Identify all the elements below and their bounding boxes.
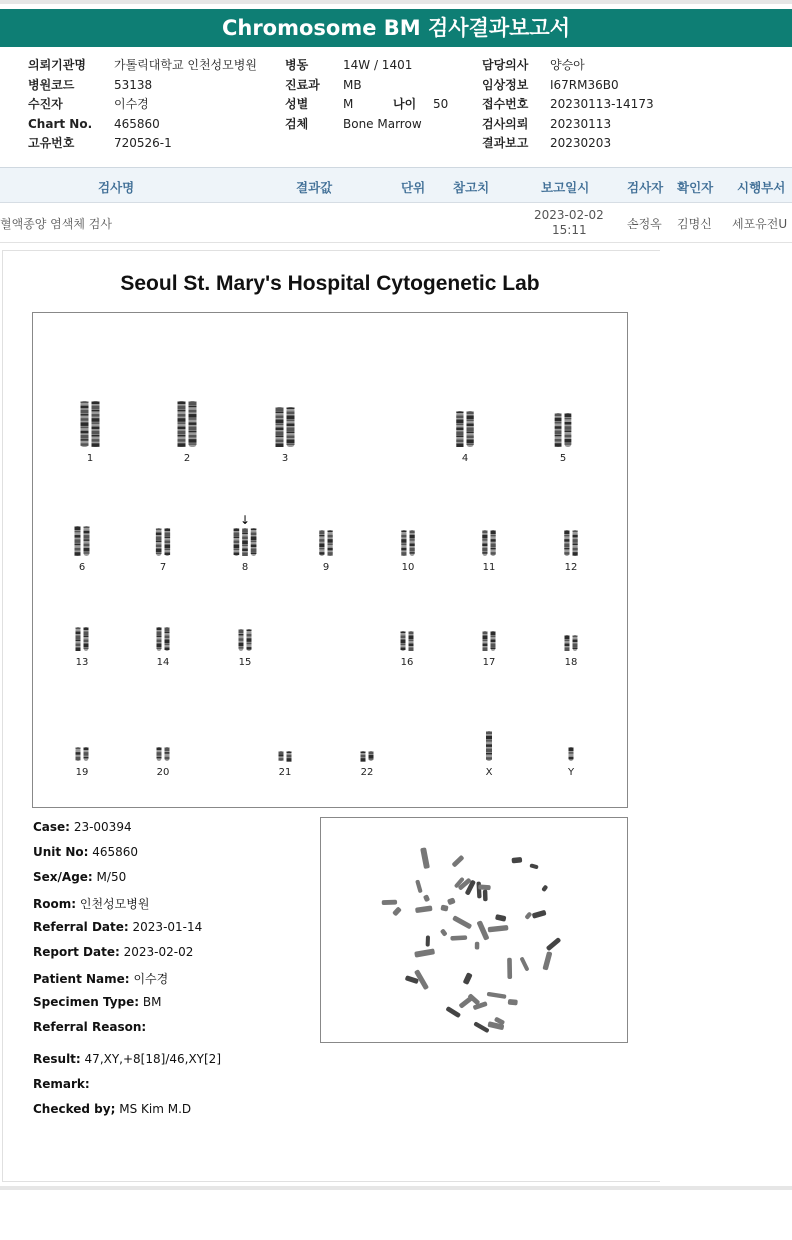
metaphase-image (320, 817, 628, 1043)
sex-age-field: Sex/Age: M/50 (33, 870, 127, 884)
chromosome-19 (76, 747, 89, 761)
chromosome-label: 19 (75, 767, 89, 778)
chromosome-2 (178, 401, 197, 447)
report-date: 2023-02-02 (534, 208, 604, 222)
chromosome-13 (76, 627, 89, 651)
metaphase-chromosome (382, 900, 398, 905)
case-field: Case: 23-00394 (33, 820, 132, 834)
metaphase-chromosome (392, 906, 402, 916)
referral-reason-field: Referral Reason: (33, 1020, 147, 1034)
info-row: 병동 14W / 1401 (285, 58, 413, 72)
info-row: 접수번호 20230113-14173 (482, 97, 654, 111)
metaphase-chromosome (524, 911, 532, 919)
info-row: 고유번호 720526-1 (28, 136, 172, 150)
chromosome-label: 21 (278, 767, 292, 778)
result-field: Result: 47,XY,+8[18]/46,XY[2] (33, 1052, 221, 1066)
metaphase-chromosome (450, 935, 467, 940)
chromosome-15 (239, 629, 252, 651)
chromosome-label: 14 (156, 657, 170, 668)
chromosome-14 (157, 627, 170, 651)
metaphase-chromosome (458, 995, 473, 1008)
chromosome-label: 16 (400, 657, 414, 668)
report-header: Chromosome BM 검사결과보고서 (0, 9, 792, 47)
metaphase-chromosome (507, 958, 512, 979)
info-row: 진료과 MB (285, 77, 362, 92)
info-row: 성별 M 나이 50 (285, 95, 448, 115)
metaphase-chromosome (476, 920, 489, 941)
test-name: 혈액종양 염색체 검사 (0, 217, 112, 231)
chromosome-label: 11 (482, 562, 496, 573)
info-row: Chart No. 465860 (28, 116, 160, 131)
chromosome-label: 15 (238, 657, 252, 668)
metaphase-chromosome (451, 855, 464, 868)
chromosome-18 (565, 635, 578, 651)
report-date-field: Report Date: 2023-02-02 (33, 945, 194, 959)
metaphase-chromosome (423, 894, 430, 902)
metaphase-chromosome (542, 951, 552, 970)
chromosome-label: 13 (75, 657, 89, 668)
metaphase-chromosome (473, 1021, 489, 1033)
info-row: 수진자 이수경 (28, 97, 149, 111)
chromosome-label: 9 (322, 562, 330, 573)
metaphase-chromosome (452, 915, 472, 929)
chromosome-label: 12 (564, 562, 578, 573)
table-row[interactable] (0, 202, 792, 243)
metaphase-chromosome (508, 999, 518, 1006)
confirmer: 김명신 (677, 217, 712, 231)
trisomy-arrow-icon: ↓ (239, 513, 251, 527)
report-time: 15:11 (552, 223, 587, 237)
metaphase-chromosome (546, 937, 562, 951)
metaphase-chromosome (440, 904, 448, 911)
info-row: 의뢰기관명 가톨릭대학교 인천성모병원 (28, 58, 257, 72)
metaphase-chromosome (519, 956, 529, 971)
chromosome-6 (75, 526, 90, 556)
metaphase-chromosome (426, 935, 430, 946)
chromosome-label: 10 (401, 562, 415, 573)
tester: 손정옥 (627, 217, 662, 231)
metaphase-chromosome (440, 928, 448, 936)
chromosome-label: 6 (78, 562, 86, 573)
metaphase-chromosome (487, 992, 507, 999)
results-table-header (0, 167, 792, 203)
chromosome-11 (482, 530, 495, 556)
chromosome-17 (483, 631, 496, 651)
col-header-test-name[interactable]: 검사명 (98, 180, 135, 195)
top-border (0, 0, 792, 4)
blank-area (660, 250, 792, 1185)
chromosome-20 (157, 747, 170, 761)
chromosome-label: 1 (86, 453, 94, 464)
chromosome-label: 20 (156, 767, 170, 778)
metaphase-chromosome (415, 879, 423, 893)
col-header-confirmer[interactable]: 확인자 (677, 180, 714, 195)
remark-field: Remark: (33, 1077, 90, 1091)
col-header-unit[interactable]: 단위 (401, 180, 426, 195)
metaphase-chromosome (541, 884, 548, 892)
checked-by-field: Checked by; MS Kim M.D (33, 1102, 192, 1116)
info-row: 임상정보 I67RM36B0 (482, 77, 619, 92)
chromosome-label: 8 (241, 562, 249, 573)
info-col-2 (285, 56, 448, 134)
chromosome-X (486, 731, 492, 761)
col-header-result[interactable]: 결과값 (296, 180, 333, 195)
metaphase-chromosome (475, 942, 480, 950)
col-header-dept[interactable]: 시행부서 (737, 180, 786, 195)
patient-name-field: Patient Name: 이수경 (33, 972, 169, 986)
chromosome-label: 3 (281, 453, 289, 464)
info-row: 병원코드 53138 (28, 77, 153, 92)
metaphase-chromosome (495, 914, 507, 922)
col-header-report-time[interactable]: 보고일시 (541, 180, 590, 195)
chromosome-3 (276, 407, 295, 447)
metaphase-chromosome (447, 897, 456, 905)
metaphase-chromosome (529, 863, 538, 869)
karyogram (32, 312, 628, 808)
metaphase-chromosome (415, 905, 433, 913)
metaphase-chromosome (532, 910, 547, 919)
chromosome-label: Y (567, 767, 575, 778)
chromosome-label: 22 (360, 767, 374, 778)
metaphase-chromosome (476, 881, 481, 898)
chromosome-label: 2 (183, 453, 191, 464)
info-row: 검체 Bone Marrow (285, 116, 422, 131)
chromosome-label: 7 (159, 562, 167, 573)
info-row: 검사의뢰 20230113 (482, 116, 612, 131)
col-header-reference[interactable]: 참고치 (453, 180, 490, 195)
bottom-border (0, 1186, 792, 1190)
metaphase-chromosome (445, 1006, 461, 1018)
metaphase-spread-svg (321, 818, 627, 1042)
chromosome-5 (555, 413, 572, 447)
info-row: 담당의사 양승아 (482, 58, 585, 72)
referral-date-field: Referral Date: 2023-01-14 (33, 920, 203, 934)
chromosome-Y (569, 747, 574, 761)
chromosome-7 (156, 528, 170, 556)
chromosome-10 (401, 530, 414, 556)
chromosome-16 (401, 631, 414, 651)
metaphase-chromosome (414, 948, 435, 957)
col-header-tester[interactable]: 검사자 (627, 180, 664, 195)
metaphase-chromosome (488, 925, 509, 932)
metaphase-chromosome (478, 884, 491, 890)
chromosome-1 (81, 401, 100, 447)
unit-no-field: Unit No: 465860 (33, 845, 139, 859)
chromosome-8 (234, 528, 257, 556)
chromosome-label: 5 (559, 453, 567, 464)
specimen-type-field: Specimen Type: BM (33, 995, 162, 1009)
department: 세포유전U (732, 217, 788, 231)
info-col-1 (28, 56, 257, 154)
metaphase-chromosome (463, 972, 473, 985)
lab-title: Seoul St. Mary's Hospital Cytogenetic Lab (120, 272, 540, 295)
metaphase-chromosome (420, 847, 430, 869)
info-col-3 (482, 56, 654, 154)
chromosome-label: 18 (564, 657, 578, 668)
metaphase-chromosome (511, 857, 522, 864)
chromosome-22 (361, 751, 374, 762)
chromosome-label: X (485, 767, 493, 778)
chromosome-label: 17 (482, 657, 496, 668)
room-field: Room: 인천성모병원 (33, 897, 150, 911)
age-value: 50 (433, 97, 449, 111)
info-row: 결과보고 20230203 (482, 136, 612, 150)
chromosome-label: 4 (461, 453, 469, 464)
chromosome-9 (319, 530, 332, 556)
age-label: 나이 (393, 97, 417, 111)
metaphase-chromosome (483, 890, 488, 902)
karyogram-svg (33, 313, 627, 807)
chromosome-4 (456, 411, 473, 447)
chromosome-21 (279, 751, 292, 762)
chromosome-12 (564, 530, 577, 556)
